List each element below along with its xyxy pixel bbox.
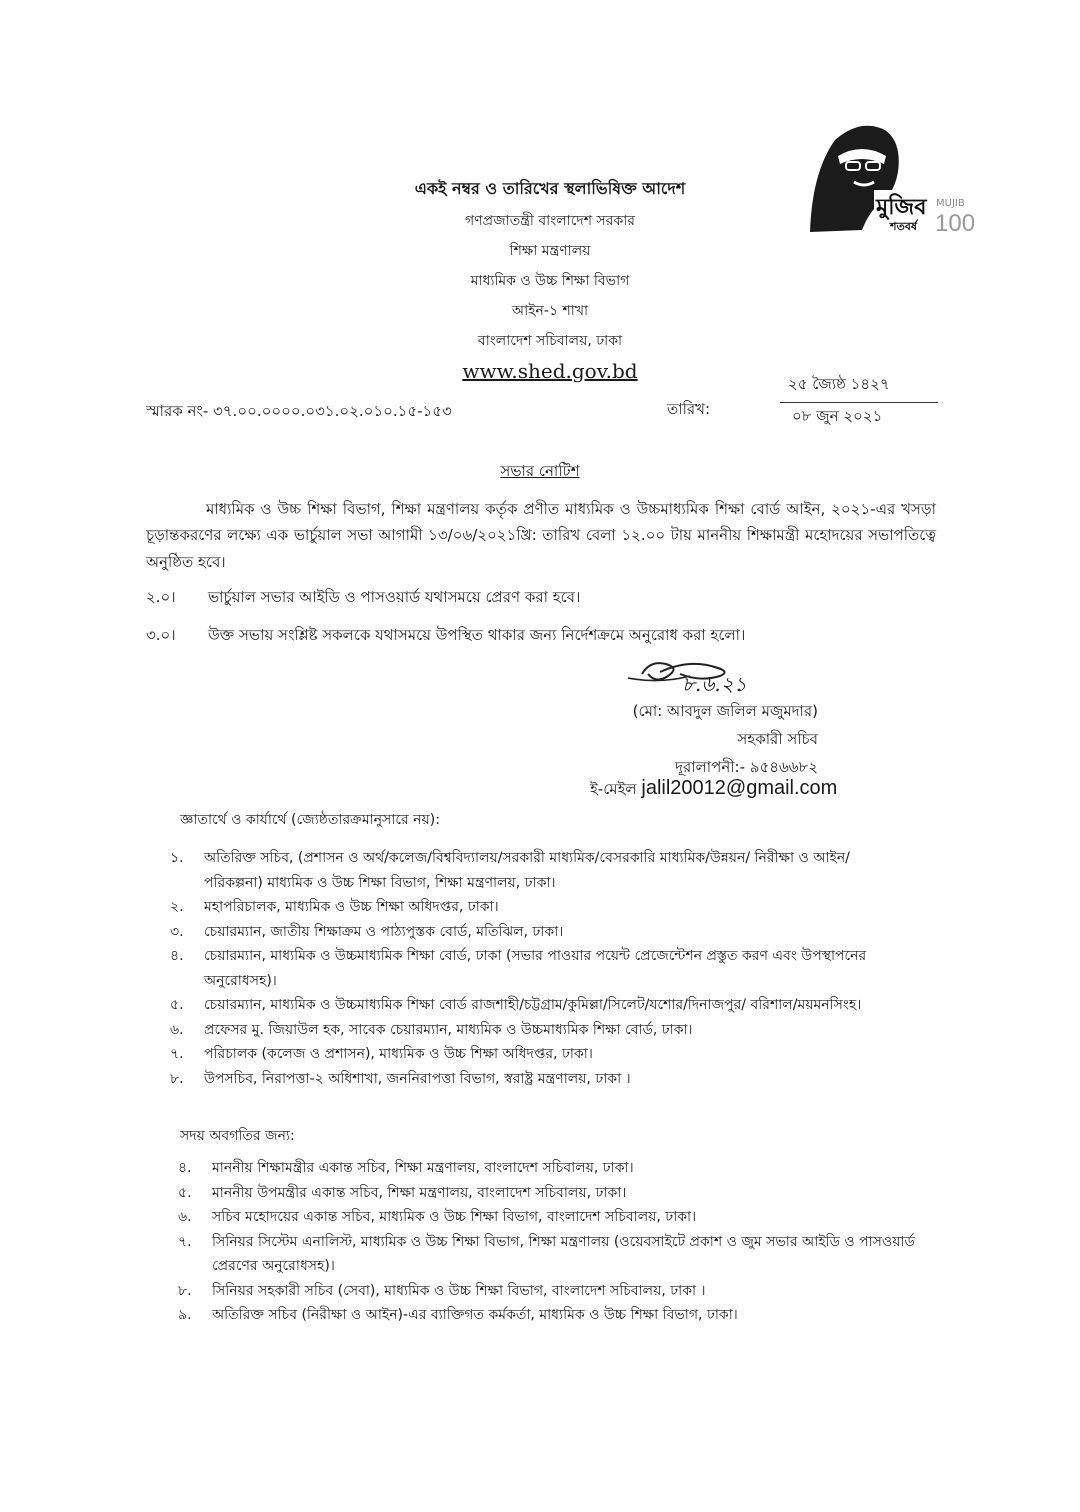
logo-text-en: MUJIB xyxy=(936,198,965,209)
notice-title: সভার নোটিশ xyxy=(500,462,580,480)
signatory-name: (মো: আবদুল জলিল মজুমদার) xyxy=(632,702,818,720)
date-gregorian: ০৮ জুন ২০২১ xyxy=(792,407,883,425)
letterhead-line: গণপ্রজাতন্ত্রী বাংলাদেশ সরকার xyxy=(465,213,635,229)
list-item: ৬. সচিব মহোদয়ের একান্ত সচিব, মাধ্যমিক ও উচ্চ শিক্ষা বিভাগ, বাংলাদেশ সচিবালয়, ঢাকা। xyxy=(178,1209,697,1225)
letterhead-line: মাধ্যমিক ও উচ্চ শিক্ষা বিভাগ xyxy=(470,273,630,289)
letterhead-line: বাংলাদেশ সচিবালয়, ঢাকা xyxy=(477,333,623,349)
point-number: ৩.০। xyxy=(146,626,176,644)
list-item: ৬. প্রফেসর মু. জিয়াউল হক, সাবেক চেয়ারম্যান, মাধ্যমিক ও উচ্চমাধ্যমিক শিক্ষা বোর্ড, ঢাকা। xyxy=(170,1021,693,1038)
notice-point xyxy=(146,624,745,649)
signatory-block xyxy=(560,698,818,781)
list-item: ২. মহাপরিচালক, মাধ্যমিক ও উচ্চ শিক্ষা অধিদপ্তর, ঢাকা। xyxy=(170,899,499,915)
distribution-heading: জ্ঞাতার্থে ও কার্যার্থে (জ্যেষ্ঠতারক্রমানুসারে নয়): xyxy=(180,812,440,828)
signatory-email-row xyxy=(590,777,890,803)
distribution-list xyxy=(170,846,910,1091)
list-item: ৪. চেয়ারম্যান, মাধ্যমিক ও উচ্চমাধ্যমিক শিক্ষা বোর্ড, ঢাকা (সভার পাওয়ার পয়েন্ট প্রেজেন্টেশন প্রস্তুত করণ এবং উপস্থাপনের অনুরোধসহ)। xyxy=(170,948,867,989)
order-title: একই নম্বর ও তারিখের স্থলাভিষিক্ত আদেশ xyxy=(414,179,686,198)
point-text: ভার্চুয়াল সভার আইডি ও পাসওয়ার্ড যথাসময়ে প্রেরণ করা হবে। xyxy=(208,588,581,606)
handwritten-signature xyxy=(620,654,780,696)
letterhead xyxy=(300,176,800,383)
date-divider xyxy=(780,402,938,403)
info-list xyxy=(178,1156,928,1328)
mujib-borsho-logo-icon xyxy=(790,112,976,242)
letterhead-line: শিক্ষা মন্ত্রণালয় xyxy=(509,243,591,259)
logo-text-sub: শতবর্ষ xyxy=(890,220,917,233)
point-text: উক্ত সভায় সংশ্লিষ্ট সকলকে যথাসময়ে উপস্থিত থাকার জন্য নির্দেশক্রমে অনুরোধ করা হলো। xyxy=(208,626,746,644)
list-item: ১. অতিরিক্ত সচিব, (প্রশাসন ও অর্থ/কলেজ/বিশ্ববিদ্যালয়/সরকারী মাধ্যমিক/বেসরকারি মাধ্যমিক/উন্নয়ন/ নিরীক্ষা ও আইন/ পরিকল্পনা) মাধ্যমিক ও উচ্চ শিক্ষা বিভাগ, শিক্ষা মন্ত্রণালয়, ঢাকা। xyxy=(170,850,850,891)
signatory-phone: দূরালাপনী:- ৯৫৪৬৬৮২ xyxy=(675,757,818,776)
point-number: ২.০। xyxy=(146,588,176,606)
list-item: ৭. পরিচালক (কলেজ ও প্রশাসন), মাধ্যমিক ও উচ্চ শিক্ষা অধিদপ্তর, ঢাকা। xyxy=(170,1046,593,1062)
logo-text-bn: মুজিব xyxy=(874,190,928,227)
memo-number: স্মারক নং- ৩৭.০০.০০০০.০৩১.০২.০১০.১৫-১৫৩ xyxy=(146,402,452,420)
info-heading: সদয় অবগতির জন্য: xyxy=(180,1128,295,1144)
list-item: ৩. চেয়ারম্যান, জাতীয় শিক্ষাক্রম ও পাঠ্যপুস্তক বোর্ড, মতিঝিল, ঢাকা। xyxy=(170,923,564,940)
list-item: ৯. অতিরিক্ত সচিব (নিরীক্ষা ও আইন)-এর ব্যাক্তিগত কর্মকর্তা, মাধ্যমিক ও উচ্চ শিক্ষা বিভাগ, ঢাকা। xyxy=(178,1307,738,1323)
list-item: ৫. চেয়ারম্যান, মাধ্যমিক ও উচ্চমাধ্যমিক শিক্ষা বোর্ড রাজশাহী/চট্টগ্রাম/কুমিল্লা/সিলেট/যশোর/দিনাজপুর/ বরিশাল/ময়মনসিংহ। xyxy=(170,997,862,1013)
list-item: ৭. সিনিয়র সিস্টেম এনালিস্ট, মাধ্যমিক ও উচ্চ শিক্ষা বিভাগ, শিক্ষা মন্ত্রণালয় (ওয়েবসাইটে প্রকাশ ও জুম সভার আইডি ও পাসওয়ার্ড প্রেরণের অনুরোধসহ)। xyxy=(178,1233,915,1274)
list-item: ৪. মাননীয় শিক্ষামন্ত্রীর একান্ত সচিব, শিক্ষা মন্ত্রণালয়, বাংলাদেশ সচিবালয়, ঢাকা। xyxy=(178,1160,634,1176)
date-label: তারিখ: xyxy=(667,400,711,418)
notice-paragraph: মাধ্যমিক ও উচ্চ শিক্ষা বিভাগ, শিক্ষা মন্ত্রণালয় কর্তৃক প্রণীত মাধ্যমিক ও উচ্চমাধ্যমিক শিক্ষা বোর্ড আইন, ২০২১-এর খসড়া চূড়ান্তকরণের লক্ষ্যে এক ভার্চুয়াল সভা আগামী ১৩/০৬/২০২১খ্রি: তারিখ বেলা ১২.০০ টায় মাননীয় শিক্ষামন্ত্রী মহোদয়ের সভাপতিত্বে অনুষ্ঠিত হবে। xyxy=(146,500,936,571)
list-item: ৮. উপসচিব, নিরাপত্তা-২ অধিশাখা, জননিরাপত্তা বিভাগ, স্বরাষ্ট্র মন্ত্রণালয়, ঢাকা । xyxy=(170,1070,631,1087)
date-bangla: ২৫ জ্যৈষ্ঠ ১৪২৭ xyxy=(788,375,890,393)
list-item: ৮. সিনিয়র সহকারী সচিব (সেবা), মাধ্যমিক ও উচ্চ শিক্ষা বিভাগ, বাংলাদেশ সচিবালয়, ঢাকা । xyxy=(178,1282,706,1299)
signed-date: ৮.৬.২১ xyxy=(682,672,747,696)
logo-text-num: 100 xyxy=(935,210,976,237)
letterhead-line: আইন-১ শাখা xyxy=(511,303,589,319)
website-link[interactable]: www.shed.gov.bd xyxy=(462,359,638,383)
list-item: ৫. মাননীয় উপমন্ত্রীর একান্ত সচিব, শিক্ষা মন্ত্রণালয়, বাংলাদেশ সচিবালয়, ঢাকা। xyxy=(178,1184,627,1201)
notice-point xyxy=(146,586,580,611)
signatory-designation: সহকারী সচিব xyxy=(737,729,818,748)
email-address[interactable]: jalil20012@gmail.com xyxy=(641,777,838,799)
email-label: ই-মেইল xyxy=(590,780,637,798)
